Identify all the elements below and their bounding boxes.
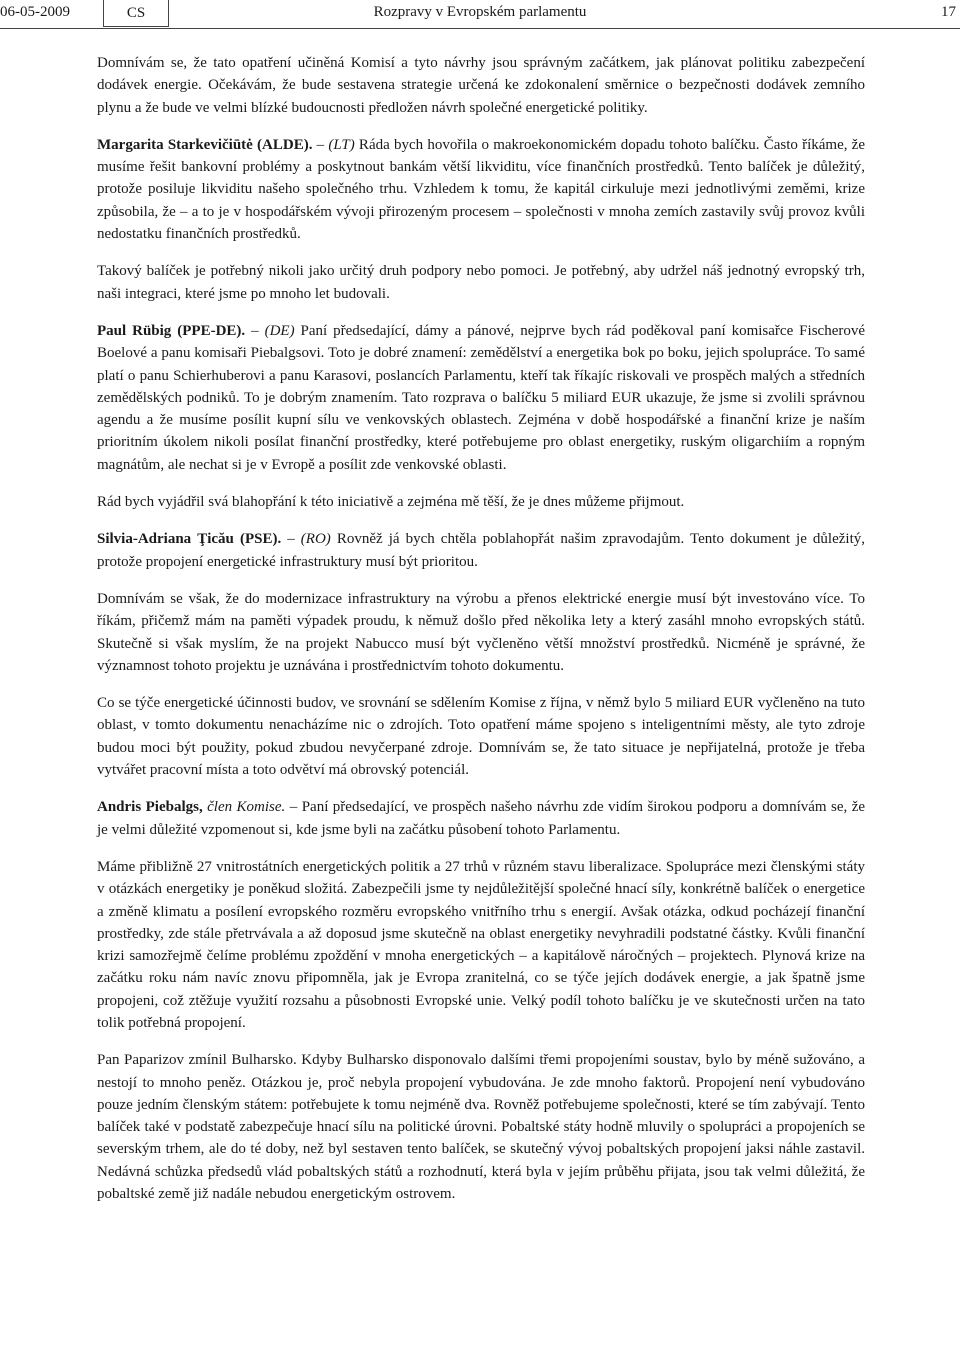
paragraph-text: Rovněž já bych chtěla poblahopřát našim zpravodajům. Tento dokument je důležitý, protože propojení energetické infrastruktury musí být prioritou. xyxy=(97,531,865,570)
speech-paragraph xyxy=(97,320,865,476)
paragraph-text: Domnívám se však, že do modernizace infrastruktury na výrobu a přenos elektrické energie musí být investováno více. To říkám, přičemž mám na paměti výpadek proudu, k němuž došlo před několika lety a který zasáhl mnoho evropských států. Skutečně si však myslím, že na projekt Nabucco musí být vyčleněno větší množství prostředků. Nicméně je správné, že významnost tohoto projektu je uznávána i prostřednictvím tohoto dokumentu. xyxy=(97,590,865,674)
paragraph-text: Máme přibližně 27 vnitrostátních energetických politik a 27 trhů v různém stavu liberalizace. Spolupráce mezi členskými státy v otázkách energetiky je poněkud složitá. Zabezpečili jsme ty nejdůležitější společné hnací síly, konkrétně balíček o energetice a změně klimatu a posílení evropského rozměru evropského vnitřního trhu s energií. Avšak otázka, odkud pocházejí finanční prostředky, zde stále přetrvávala a až doposud jsme skutečně na oblast energetiky nevyhradili podstatné částky. Kvůli finanční krizi samozřejmě čelíme problému zpoždění v mnoha energetických – a kapitálově náročných – projektech. Plynová krize na začátku roku nám navíc znovu připomněla, jak je Evropa zranitelná, co se týče jejích dodávek energie, a jak špatně jsme propojeni, což ztěžuje využití rozsahu a působnosti Evropské unie. Velký podíl tohoto balíčku je ve skutečnosti určen na tato tolik potřebná propojení. xyxy=(97,858,865,1031)
paragraph-text: Paní předsedající, dámy a pánové, nejprve bych rád poděkoval paní komisařce Fischerové Boelové a panu komisaři Piebalgsovi. Toto je dobré znamení: zemědělství a energetika bok po boku, jejich spolupráce. To samé platí o panu Schierhuberovi a panu Karasovi, poslancích Parlamentu, kteří tak říkajíc riskovali ve prospěch malých a středních zemědělských podniků. To je dobrým znamením. Tato rozprava o balíčku 5 miliard EUR ukazuje, že jsme si zvolili správnou agendu a že musíme posílit kupní sílu ve venkovských oblastech. Zejména v době hospodářské a finanční krize je naším prioritním úkolem nikoli posílat finanční prostředky, které potřebujeme pro oblast energetiky, ruským oligarchiím a ropným magnátům, ale nechat si je v Evropě a posílit zde venkovské oblasti. xyxy=(97,322,865,473)
language-tag: (LT) xyxy=(328,136,355,153)
separator: – xyxy=(312,136,329,153)
header-title: Rozpravy v Evropském parlamentu xyxy=(373,4,587,20)
header-language-code: CS xyxy=(103,0,169,27)
language-tag: (DE) xyxy=(264,322,295,339)
separator: – xyxy=(281,531,301,548)
speaker-name: Paul Rübig (PPE-DE). xyxy=(97,322,246,339)
header-date: 06-05-2009 xyxy=(0,4,70,20)
speech-paragraph xyxy=(97,796,865,841)
paragraph xyxy=(97,52,865,119)
paragraph xyxy=(97,260,865,305)
paragraph-text: Pan Paparizov zmínil Bulharsko. Kdyby Bulharsko disponovalo dalšími třemi propojeními soustav, bylo by méně sužováno, a nestojí to mnoho peněz. Otázkou je, proč nebyla propojení vybudována. Je zde mnoho faktorů. Propojení není vybudováno pouze jedním členským státem: potřebujete k tomu nejméně dva. Rovněž potřebujeme společnosti, které se tím zabývají. Tento balíček také v podstatě zabezpečuje hnací sílu na politické úrovni. Pobaltské státy hodně mluvily o spolupráci a propojeních se severským trhem, ale do té doby, než byl sestaven tento balíček, se skutečný vývoj pobaltských propojení jaksi náhle zastavil. Nedávná schůzka předsedů vlád pobaltských států a rozhodnutí, která byla v jejím průběhu přijata, jsou tak velmi důležitá, že pobaltské země již nadále nebudou energetickým ostrovem. xyxy=(97,1052,865,1203)
paragraph-text: Domnívám se, že tato opatření učiněná Komisí a tyto návrhy jsou správným začátkem, jak plánovat politiku zabezpečení dodávek energie. Očekávám, že bude sestavena strategie určená ke zdokonalení směrnice o bezpečnosti dodávek zemního plynu a že bude ve velmi blízké budoucnosti předložen návrh společné energetické politiky. xyxy=(97,55,865,116)
document-body xyxy=(97,52,865,1220)
paragraph-text: Rád bych vyjádřil svá blahopřání k této iniciativě a zejména mě těší, že je dnes můžeme přijmout. xyxy=(97,494,685,511)
paragraph xyxy=(97,692,865,781)
language-tag: (RO) xyxy=(300,531,331,548)
paragraph-text: Takový balíček je potřebný nikoli jako určitý druh podpory nebo pomoci. Je potřebný, aby udržel náš jednotný evropský trh, naši integraci, které jsme po mnoho let budovali. xyxy=(97,263,865,302)
paragraph-text: Ráda bych hovořila o makroekonomickém dopadu tohoto balíčku. Často říkáme, že musíme řešit bankovní problémy a poskytnout bankám větší likviditu, více finančních prostředků. Tento balíček je důležitý, protože posiluje likviditu našeho společného trhu. Vzhledem k tomu, že kapitál cirkuluje mezi jednotlivými zeměmi, krize způsobila, že – a to je v hospodářském vývoji přirozeným procesem – společnosti v mnoha zemích zastavily svůj provoz kvůli nedostatku finančních prostředků. xyxy=(97,136,865,243)
speaker-name: Silvia-Adriana Ţicău (PSE). xyxy=(97,531,282,548)
paragraph xyxy=(97,491,865,513)
page-header xyxy=(0,0,960,29)
speaker-name: Andris Piebalgs, xyxy=(97,799,203,816)
separator: – xyxy=(285,799,302,816)
paragraph xyxy=(97,588,865,677)
speech-paragraph xyxy=(97,134,865,245)
speech-paragraph xyxy=(97,528,865,573)
paragraph-text: Paní předsedající, ve prospěch našeho návrhu zde vidím širokou podporu a domnívám se, že je velmi důležité vzpomenout si, kde jsme byli na začátku působení tohoto Parlamentu. xyxy=(97,799,866,838)
paragraph xyxy=(97,1049,865,1205)
separator: – xyxy=(245,322,265,339)
paragraph xyxy=(97,856,865,1034)
paragraph-text: Co se týče energetické účinnosti budov, ve srovnání se sdělením Komise z října, v němž bylo 5 miliard EUR vyčleněno na tuto oblast, v tomto dokumentu nenacházíme nic o zdrojích. Toto opatření máme spojeno s inteligentními městy, ale tyto zdroje budou moci být použity, pokud zbudou nevyčerpané zdroje. Domnívám se, že tato situace je nepřijatelná, protože je třeba vytvářet pracovní místa a toto odvětví má obrovský potenciál. xyxy=(97,695,865,779)
speaker-name: Margarita Starkevičiūtė (ALDE). xyxy=(97,136,313,153)
header-page-number: 17 xyxy=(941,4,956,20)
speaker-role: člen Komise. xyxy=(202,799,286,816)
